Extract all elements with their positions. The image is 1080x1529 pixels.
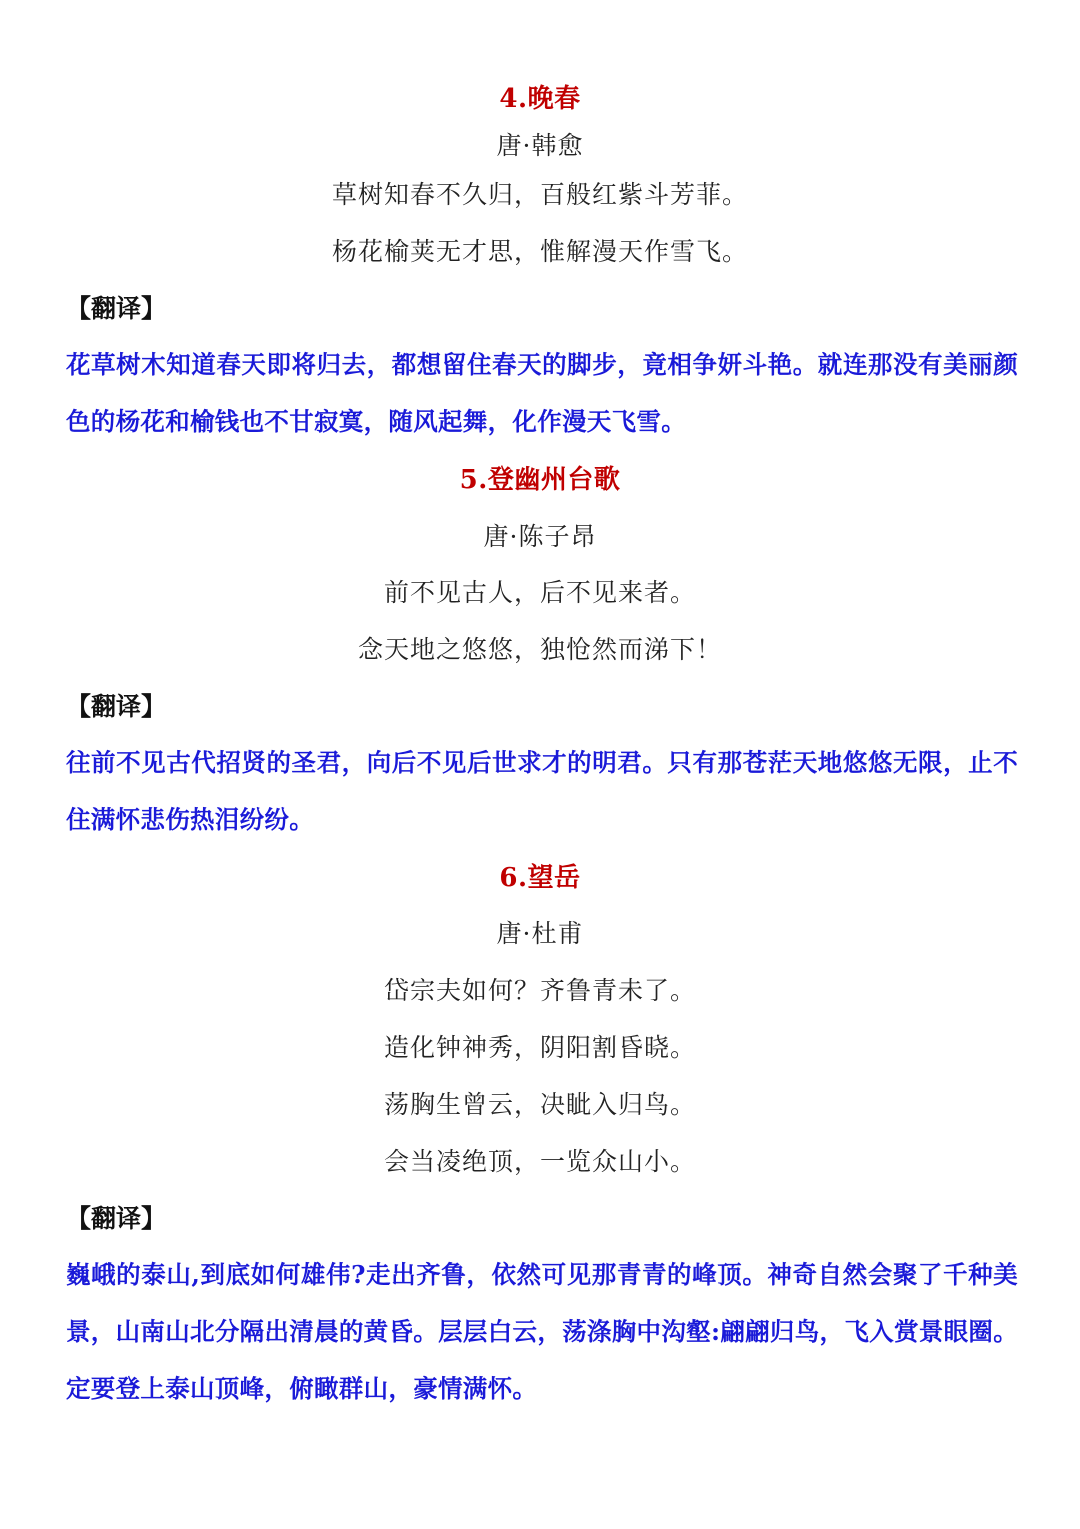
poem-line: 造化钟神秀，阴阳割昏晓。: [383, 1033, 696, 1062]
translation-label: 【翻译】: [66, 692, 167, 721]
translation-text: 往前不见古代招贤的圣君，向后不见后世求才的明君。只有那苍茫天地悠悠无限，止不住满怀悲伤热泪纷纷。: [66, 748, 1018, 834]
poem-title: 4.晚春: [499, 84, 581, 114]
translation-label: 【翻译】: [66, 1204, 167, 1233]
poem-title: 5.登幽州台歌: [459, 465, 621, 495]
translation-text: 花草树木知道春天即将归去，都想留住春天的脚步，竟相争妍斗艳。就连那没有美丽颜色的杨花和榆钱也不甘寂寞，随风起舞，化作漫天飞雪。: [66, 350, 1018, 436]
poem-title: 6.望岳: [499, 863, 581, 893]
poem-line: 杨花榆荚无才思，惟解漫天作雪飞。: [331, 237, 748, 266]
translation-label: 【翻译】: [66, 294, 167, 323]
poem-line: 念天地之悠悠，独怆然而涕下！: [357, 635, 722, 664]
translation-text: 巍峨的泰山,到底如何雄伟?走出齐鲁，依然可见那青青的峰顶。神奇自然会聚了千种美景，山南山北分隔出清晨的黄昏。层层白云，荡涤胸中沟壑:翩翩归鸟，飞入赏景眼圈。定要登上泰山顶峰，俯瞰群山，豪情满怀。: [66, 1260, 1018, 1403]
poem-author: 唐·杜甫: [496, 919, 584, 948]
poem-line: 会当凌绝顶，一览众山小。: [383, 1147, 696, 1176]
poem-author: 唐·陈子昂: [483, 522, 597, 551]
poem-line: 草树知春不久归，百般红紫斗芳菲。: [331, 180, 748, 209]
poem-line: 荡胸生曾云，决眦入归鸟。: [383, 1090, 696, 1119]
poem-line: 前不见古人，后不见来者。: [383, 578, 696, 607]
poem-line: 岱宗夫如何？齐鲁青未了。: [383, 976, 696, 1005]
poem-author: 唐·韩愈: [496, 131, 584, 160]
